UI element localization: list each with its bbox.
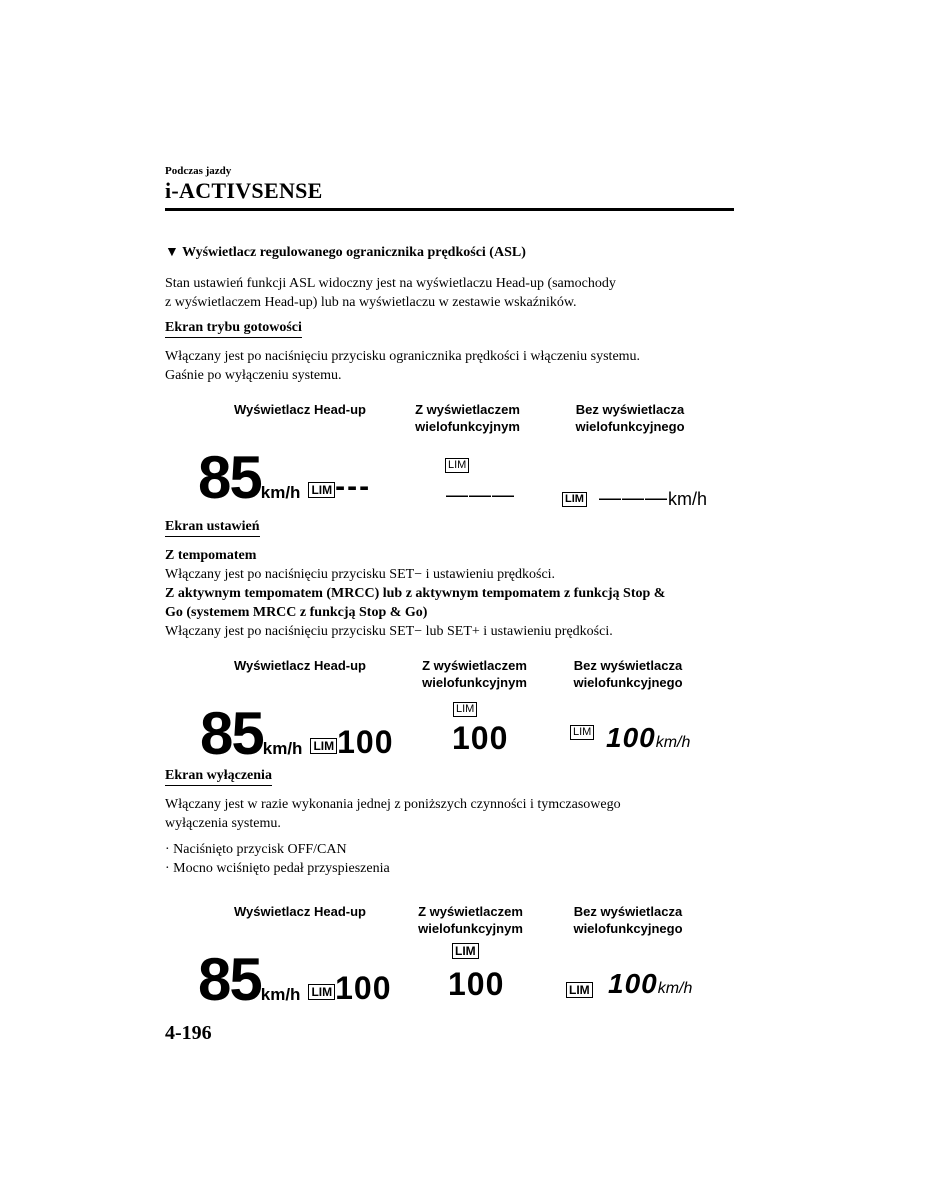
cruise-text: Włączany jest po naciśnięciu przycisku SET− i ustawieniu prędkości. xyxy=(165,567,556,582)
col-head-multi-line: Z wyświetlaczem xyxy=(415,402,520,417)
segment-speed: 100 xyxy=(608,968,658,999)
off-heading: Ekran wyłączenia xyxy=(165,768,272,786)
section-heading: ▼ Wyświetlacz regulowanego ogranicznika prędkości (ASL) xyxy=(165,245,526,260)
col-head-multi-line: wielofunkcyjnym xyxy=(415,419,520,434)
hud-off-display xyxy=(198,946,392,1013)
hud-speed: 85 xyxy=(200,700,263,767)
col-head-multi xyxy=(395,401,540,435)
col-head-hud: Wyświetlacz Head-up xyxy=(234,658,366,673)
col-head-nomulti-line: Bez wyświetlacza xyxy=(573,658,683,673)
hud-unit: km/h xyxy=(262,739,303,758)
mrcc-text: Włączany jest po naciśnięciu przycisku SET− lub SET+ i ustawieniu prędkości. xyxy=(165,624,613,639)
standby-line: Gaśnie po wyłączeniu systemu. xyxy=(165,368,342,383)
col-head-nomulti-line: Bez wyświetlacza xyxy=(573,904,683,919)
nomulti-unit: km/h xyxy=(667,489,707,509)
standby-heading: Ekran trybu gotowości xyxy=(165,320,302,338)
hud-set-speed: 100 xyxy=(335,970,392,1006)
col-head-hud: Wyświetlacz Head-up xyxy=(234,402,366,417)
off-line: wyłączenia systemu. xyxy=(165,816,281,831)
cruise-heading: Z tempomatem xyxy=(165,548,257,563)
page-title: i-ACTIVSENSE xyxy=(165,178,323,203)
hud-dashes: --- xyxy=(335,470,372,503)
settings-paragraph xyxy=(165,546,665,641)
lim-badge: LIM xyxy=(453,702,477,717)
hud-speed: 85 xyxy=(198,444,261,511)
page-number: 4-196 xyxy=(165,1022,212,1044)
col-head-nomulti-line: wielofunkcyjnego xyxy=(573,921,683,936)
lim-badge: LIM xyxy=(566,982,593,998)
running-header: Podczas jazdy xyxy=(165,165,232,177)
hud-unit: km/h xyxy=(260,483,301,502)
col-head-multi-line: Z wyświetlaczem xyxy=(422,658,527,673)
col-head-multi xyxy=(402,657,547,691)
hud-speed: 85 xyxy=(198,946,261,1013)
multi-set-speed: 100 xyxy=(448,966,505,1002)
nomulti-off-display xyxy=(608,968,692,1000)
col-head-multi-line: wielofunkcyjnym xyxy=(422,675,527,690)
lim-badge: LIM xyxy=(452,943,479,959)
lim-badge-multi xyxy=(445,455,469,473)
standby-paragraph xyxy=(165,347,640,385)
intro-line: z wyświetlaczem Head-up) lub na wyświetlaczu w zestawie wskaźników. xyxy=(165,295,577,310)
lim-badge-multi xyxy=(452,942,479,960)
nomulti-standby-display xyxy=(562,485,707,511)
col-head-hud: Wyświetlacz Head-up xyxy=(234,904,366,919)
segment-speed: 100 xyxy=(606,722,656,753)
nomulti-lim xyxy=(566,981,593,999)
lim-badge-multi xyxy=(453,699,477,717)
col-head-multi xyxy=(398,903,543,937)
hud-settings-display xyxy=(200,700,394,767)
lim-badge: LIM xyxy=(308,984,335,1000)
hud-set-speed: 100 xyxy=(337,724,394,760)
col-head-nomulti xyxy=(555,401,705,435)
lim-badge: LIM xyxy=(308,482,335,498)
lim-badge: LIM xyxy=(562,492,587,507)
off-bullet: · Naciśnięto przycisk OFF/CAN xyxy=(165,842,347,857)
col-head-nomulti-line: wielofunkcyjnego xyxy=(575,419,685,434)
lim-badge: LIM xyxy=(310,738,337,754)
lim-badge: LIM xyxy=(445,458,469,473)
off-bullets xyxy=(165,840,390,878)
col-head-nomulti xyxy=(553,657,703,691)
standby-line: Włączany jest po naciśnięciu przycisku ogranicznika prędkości i włączeniu systemu. xyxy=(165,349,641,364)
col-head-multi-line: wielofunkcyjnym xyxy=(418,921,523,936)
lim-badge: LIM xyxy=(570,725,594,740)
col-head-multi-line: Z wyświetlaczem xyxy=(418,904,523,919)
off-paragraph xyxy=(165,795,621,833)
off-bullet: · Mocno wciśnięto pedał przyspieszenia xyxy=(165,861,390,876)
nomulti-unit: km/h xyxy=(655,734,691,751)
nomulti-dashes: ——— xyxy=(598,485,668,510)
col-head-nomulti-line: wielofunkcyjnego xyxy=(573,675,683,690)
intro-line: Stan ustawień funkcji ASL widoczny jest na wyświetlaczu Head-up (samochody xyxy=(165,276,616,291)
off-line: Włączany jest w razie wykonania jednej z poniższych czynności i tymczasowego xyxy=(165,797,621,812)
col-head-nomulti xyxy=(553,903,703,937)
multi-set-speed: 100 xyxy=(452,720,509,756)
intro-paragraph xyxy=(165,274,616,312)
nomulti-lim xyxy=(570,722,594,740)
col-head-nomulti-line: Bez wyświetlacza xyxy=(575,402,685,417)
header-rule xyxy=(165,208,734,211)
multi-dashes: ——— xyxy=(446,482,515,507)
hud-unit: km/h xyxy=(260,985,301,1004)
mrcc-heading-line: Go (systemem MRCC z funkcją Stop & Go) xyxy=(165,605,428,620)
mrcc-heading-line: Z aktywnym tempomatem (MRCC) lub z aktywnym tempomatem z funkcją Stop & xyxy=(165,586,666,601)
nomulti-settings-display xyxy=(606,722,690,754)
settings-heading: Ekran ustawień xyxy=(165,519,260,537)
nomulti-unit: km/h xyxy=(657,980,693,997)
hud-standby-display xyxy=(198,444,372,511)
